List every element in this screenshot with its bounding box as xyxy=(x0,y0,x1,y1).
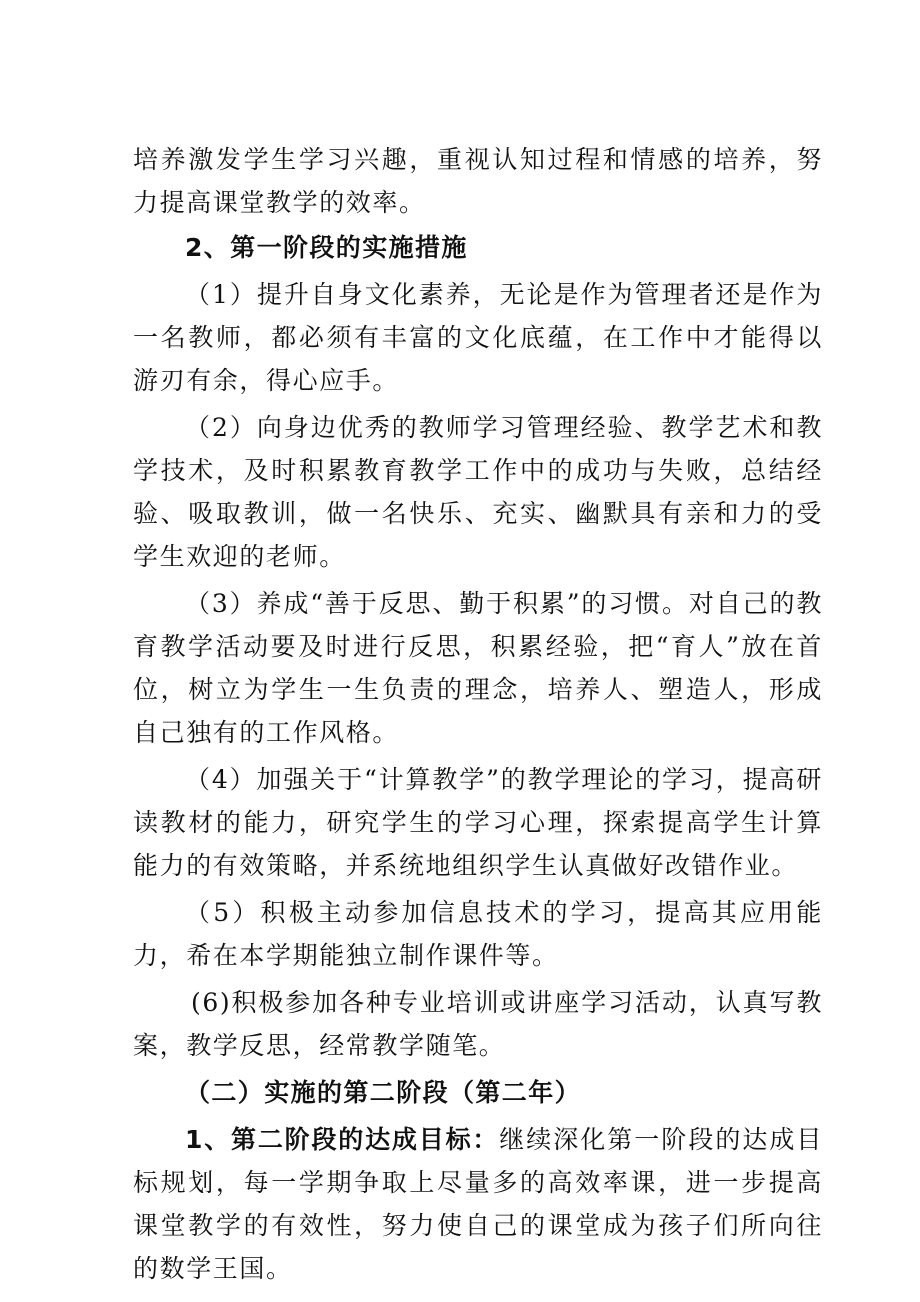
paragraph-continued: 培养激发学生学习兴趣，重视认知过程和情感的培养，努力提高课堂教学的效率。 xyxy=(133,145,823,217)
section-heading-stage-two: （二）实施的第二阶段（第二年） xyxy=(185,1078,582,1107)
section-heading-stage-one-measures: 2、第一阶段的实施措施 xyxy=(185,233,468,262)
paragraph-measure-6: (6)积极参加各种专业培训或讲座学习活动，认真写教案，教学反思，经常教学随笔。 xyxy=(133,988,823,1060)
paragraph-measure-4: （4）加强关于“计算教学”的教学理论的学习，提高研读教材的能力，研究学生的学习心理，探索提高学生计算能力的有效策略，并系统地组织学生认真做好改错作业。 xyxy=(133,765,823,880)
paragraph-measure-3: （3）养成“善于反思、勤于积累”的习惯。对自己的教育教学活动要及时进行反思，积累经验，把“育人”放在首位，树立为学生一生负责的理念，培养人、塑造人，形成自己独有的工作风格。 xyxy=(133,589,823,747)
stage-two-goal-label: 1、第二阶段的达成目标： xyxy=(185,1125,500,1154)
paragraph-measure-5: （5）积极主动参加信息技术的学习，提高其应用能力，希在本学期能独立制作课件等。 xyxy=(133,898,823,970)
paragraph-measure-1: （1）提升自身文化素养，无论是作为管理者还是作为一名教师，都必须有丰富的文化底蕴，在工作中才能得以游刃有余，得心应手。 xyxy=(133,280,823,395)
paragraph-stage-two-goal xyxy=(133,1118,823,1290)
stage-two-goal-body: 继续深化第一阶段的达成目标规划，每一学期争取上尽量多的高效率课，进一步提高课堂教学的有效性，努力使自己的课堂成为孩子们所向往的数学王国。 xyxy=(133,1125,823,1283)
document-body xyxy=(133,138,823,1290)
paragraph-measure-2: （2）向身边优秀的教师学习管理经验、教学艺术和教学技术，及时积累教育教学工作中的成功与失败，总结经验、吸取教训，做一名快乐、充实、幽默具有亲和力的受学生欢迎的老师。 xyxy=(133,413,823,571)
